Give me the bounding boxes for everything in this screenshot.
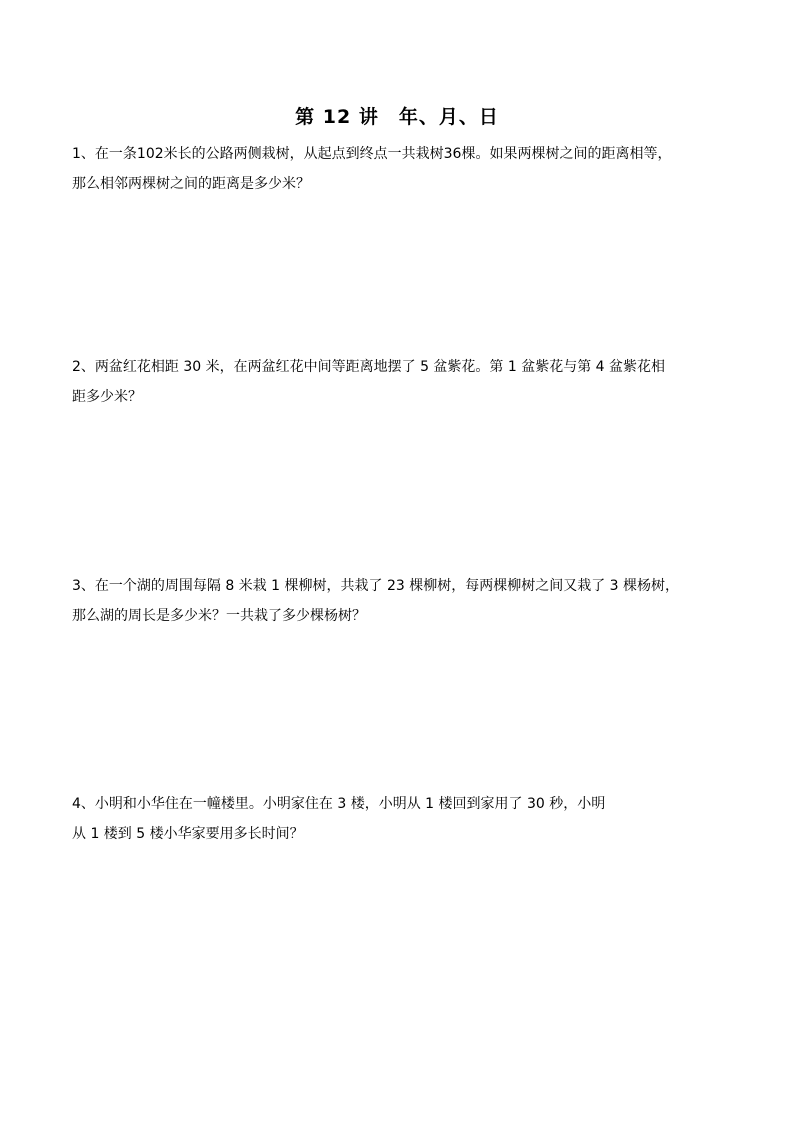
question-2-line-2: 距多少米？: [72, 389, 142, 405]
page-title: 第 12 讲 年、月、日: [295, 106, 499, 128]
question-1: [72, 139, 732, 199]
question-2-line-1: 2、两盆红花相距 30 米，在两盆红花中间等距离地摆了 5 盆紫花。第 1 盆紫花与第 4 盆紫花相: [72, 359, 666, 375]
question-3-line-1: 3、在一个湖的周围每隔 8 米栽 1 棵柳树，共栽了 23 棵柳树，每两棵柳树之间又栽了 3 棵杨树，: [72, 578, 680, 594]
question-4-line-2: 从 1 楼到 5 楼小华家要用多长时间？: [72, 826, 304, 842]
question-3: [72, 571, 732, 631]
question-1-line-2: 那么相邻两棵树之间的距离是多少米？: [72, 176, 310, 192]
question-2: [72, 352, 732, 412]
question-3-line-2: 那么湖的周长是多少米？一共栽了多少棵杨树？: [72, 608, 366, 624]
question-4-line-1: 4、小明和小华住在一幢楼里。小明家住在 3 楼，小明从 1 楼回到家用了 30 秒，小明: [72, 796, 606, 812]
question-4: [72, 789, 732, 849]
question-1-line-1: 1、在一条102米长的公路两侧栽树，从起点到终点一共栽树36棵。如果两棵树之间的距离相等，: [72, 146, 672, 162]
